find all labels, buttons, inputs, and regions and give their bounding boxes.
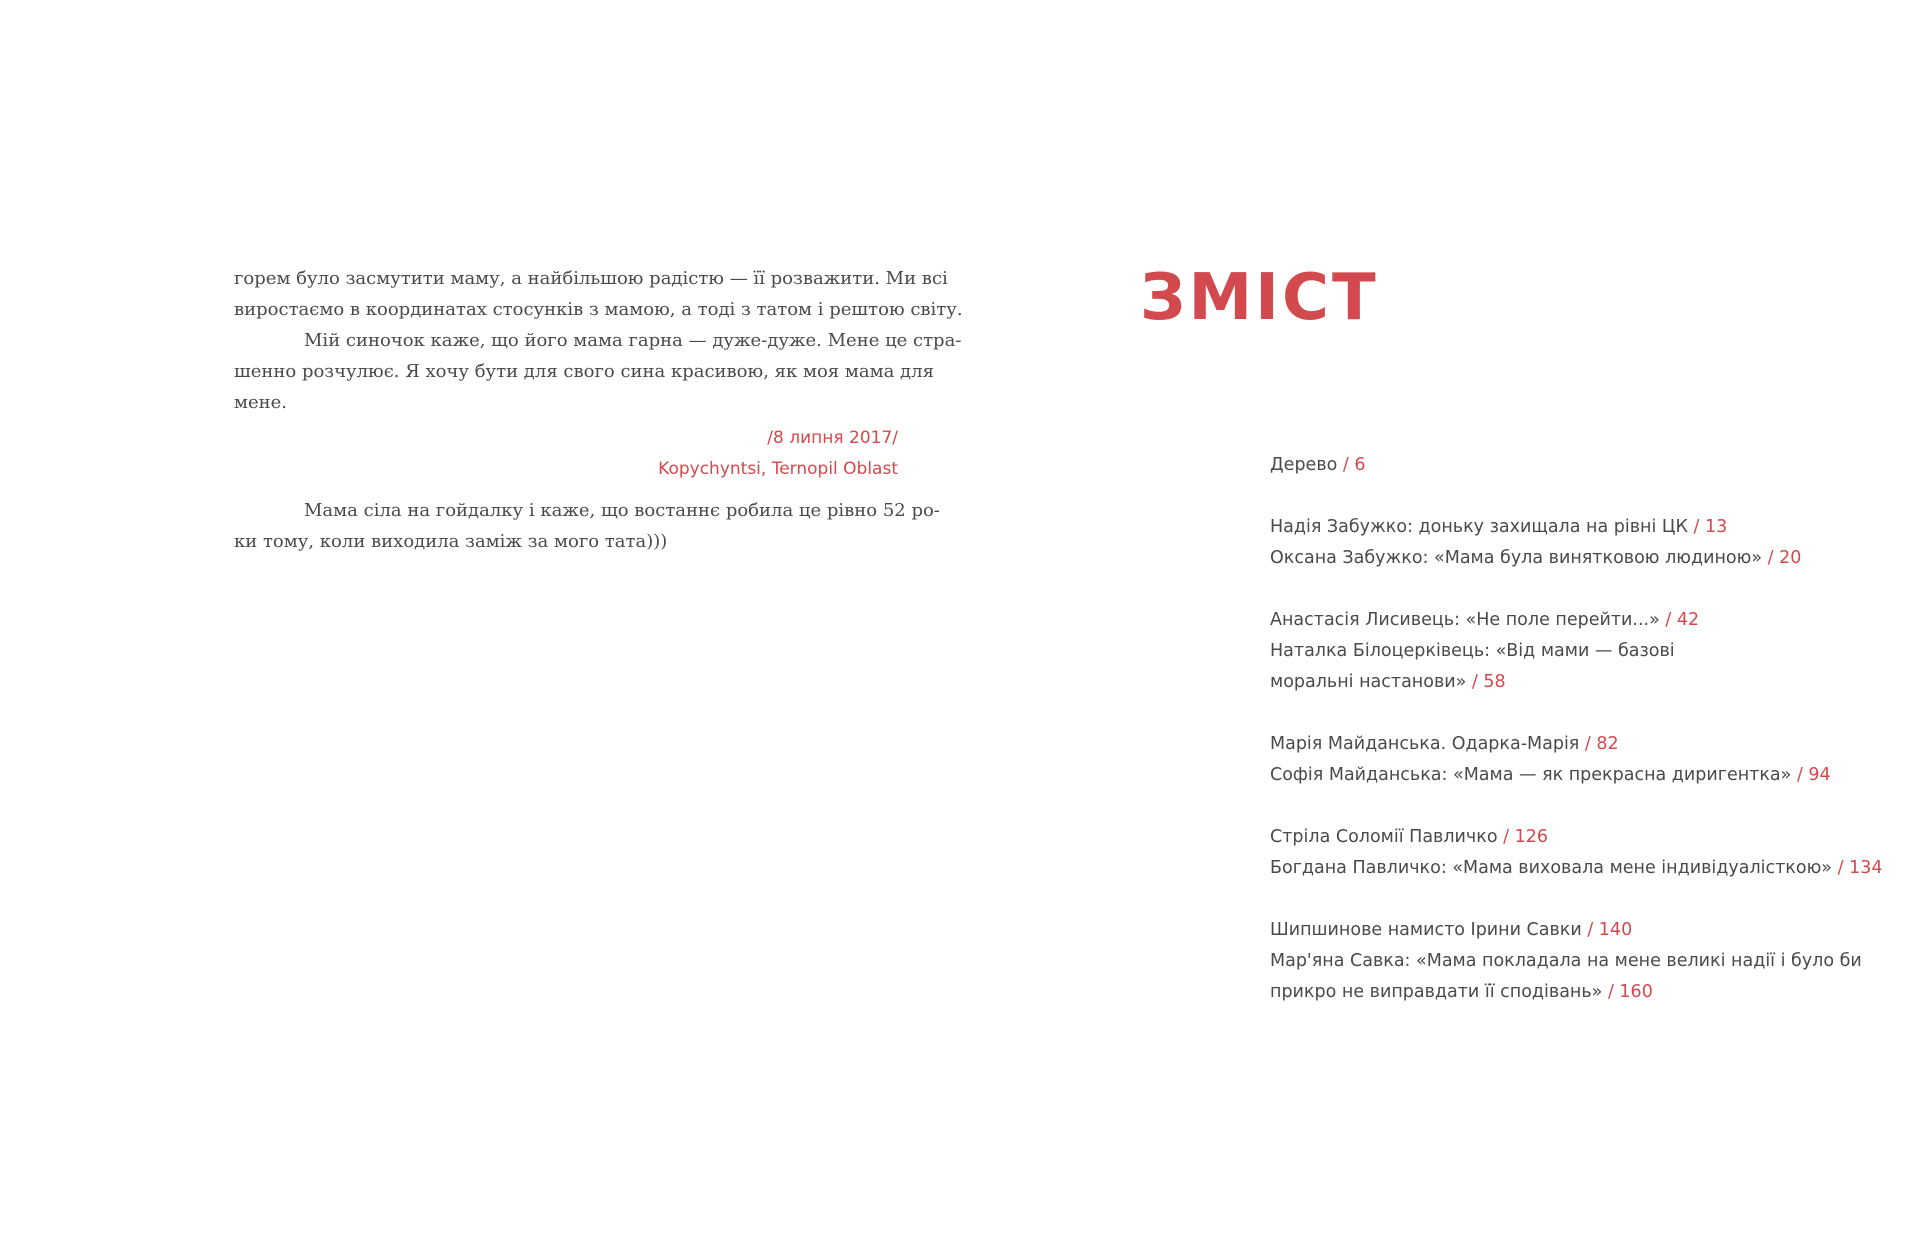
toc-group (1270, 605, 1890, 698)
toc-entry-title: Мар'яна Савка: «Мама покладала на мене великі надії і було би (1270, 951, 1862, 971)
toc-entry-line (1270, 729, 1890, 760)
text-line: виростаємо в координатах стосунків з мамою, а тоді з татом і рештою світу. (234, 299, 963, 320)
signature (234, 423, 898, 485)
paragraph-1 (234, 263, 963, 325)
toc-entry-title: Стріла Соломії Павличко (1270, 827, 1498, 847)
toc-entry-title: Софія Майданська: «Мама — як прекрасна диригентка» (1270, 765, 1792, 785)
toc-page-number: / 140 (1587, 920, 1633, 940)
toc-entry-title: Анастасія Лисивець: «Не поле перейти...» (1270, 610, 1660, 630)
toc-entry-title: Марія Майданська. Одарка-Марія (1270, 734, 1580, 754)
toc-page-number: / 94 (1796, 765, 1831, 785)
toc-entry-title: Шипшинове намисто Ірини Савки (1270, 920, 1582, 940)
toc-entry-line (1270, 667, 1890, 698)
toc-entry-title: Надія Забужко: доньку захищала на рівні ЦК (1270, 517, 1688, 537)
toc-group (1270, 729, 1890, 791)
text-line: горем було засмутити маму, а найбільшою радістю — її розважити. Ми всі (234, 268, 948, 289)
toc-entry[interactable] (1270, 605, 1890, 636)
toc-entry-line (1270, 853, 1890, 884)
toc-entry-title: прикро не виправдати її сподівань» (1270, 982, 1603, 1002)
text-line: мене. (234, 392, 288, 413)
toc-entry-line (1270, 543, 1890, 574)
toc-group (1270, 512, 1890, 574)
toc-entry[interactable] (1270, 729, 1890, 760)
toc-entry[interactable] (1270, 636, 1890, 698)
toc-entry-line (1270, 512, 1890, 543)
toc-group (1270, 450, 1890, 481)
toc-entry-title: Оксана Забужко: «Мама була винятковою людиною» (1270, 548, 1763, 568)
toc-entry[interactable] (1270, 760, 1890, 791)
page-title: ЗМІСТ (1140, 261, 1379, 335)
text-line: Мій синочок каже, що його мама гарна — дуже-дуже. Мене це стра- (304, 330, 962, 351)
toc-page-number: / 58 (1471, 672, 1506, 692)
toc-group (1270, 915, 1890, 1008)
toc-entry[interactable] (1270, 450, 1890, 481)
toc-page-number: / 126 (1503, 827, 1548, 847)
toc-entry[interactable] (1270, 822, 1890, 853)
toc-page-number: / 42 (1665, 610, 1700, 630)
toc-entry[interactable] (1270, 946, 1890, 1008)
toc-entry-title: моральні настанови» (1270, 672, 1467, 692)
toc-entry-line (1270, 605, 1890, 636)
toc-entry-title: Наталка Білоцерківець: «Від мами — базові (1270, 641, 1675, 661)
paragraph-3 (234, 495, 940, 557)
left-page (234, 263, 963, 557)
text-line: шенно розчулює. Я хочу бути для свого сина красивою, як моя мама для (234, 361, 934, 382)
toc-entry[interactable] (1270, 915, 1890, 946)
toc-page-number: / 82 (1584, 734, 1619, 754)
toc-page-number: / 160 (1607, 982, 1653, 1002)
toc-entry-line (1270, 636, 1890, 667)
signature-place: Kopychyntsi, Ternopil Oblast (658, 459, 898, 479)
signature-date: /8 липня 2017/ (767, 428, 898, 448)
text-line: Мама сіла на гойдалку і каже, що востаннє робила це рівно 52 ро- (304, 500, 940, 521)
toc-page-number: / 13 (1693, 517, 1728, 537)
toc-entry-title: Дерево (1270, 455, 1338, 475)
toc-entry-line (1270, 760, 1890, 791)
text-line: ки тому, коли виходила заміж за мого тата))) (234, 531, 668, 552)
toc-entry[interactable] (1270, 512, 1890, 543)
toc-entry-line (1270, 977, 1890, 1008)
table-of-contents (1270, 450, 1890, 1039)
toc-entry-title: Богдана Павличко: «Мама виховала мене індивідуалісткою» (1270, 858, 1833, 878)
toc-entry[interactable] (1270, 853, 1890, 884)
toc-entry[interactable] (1270, 543, 1890, 574)
paragraph-2 (234, 325, 962, 418)
toc-page-number: / 20 (1767, 548, 1802, 568)
toc-entry-line (1270, 915, 1890, 946)
toc-page-number: / 6 (1342, 455, 1366, 475)
toc-entry-line (1270, 946, 1890, 977)
toc-group (1270, 822, 1890, 884)
toc-entry-line (1270, 450, 1890, 481)
toc-entry-line (1270, 822, 1890, 853)
toc-page-number: / 134 (1837, 858, 1883, 878)
